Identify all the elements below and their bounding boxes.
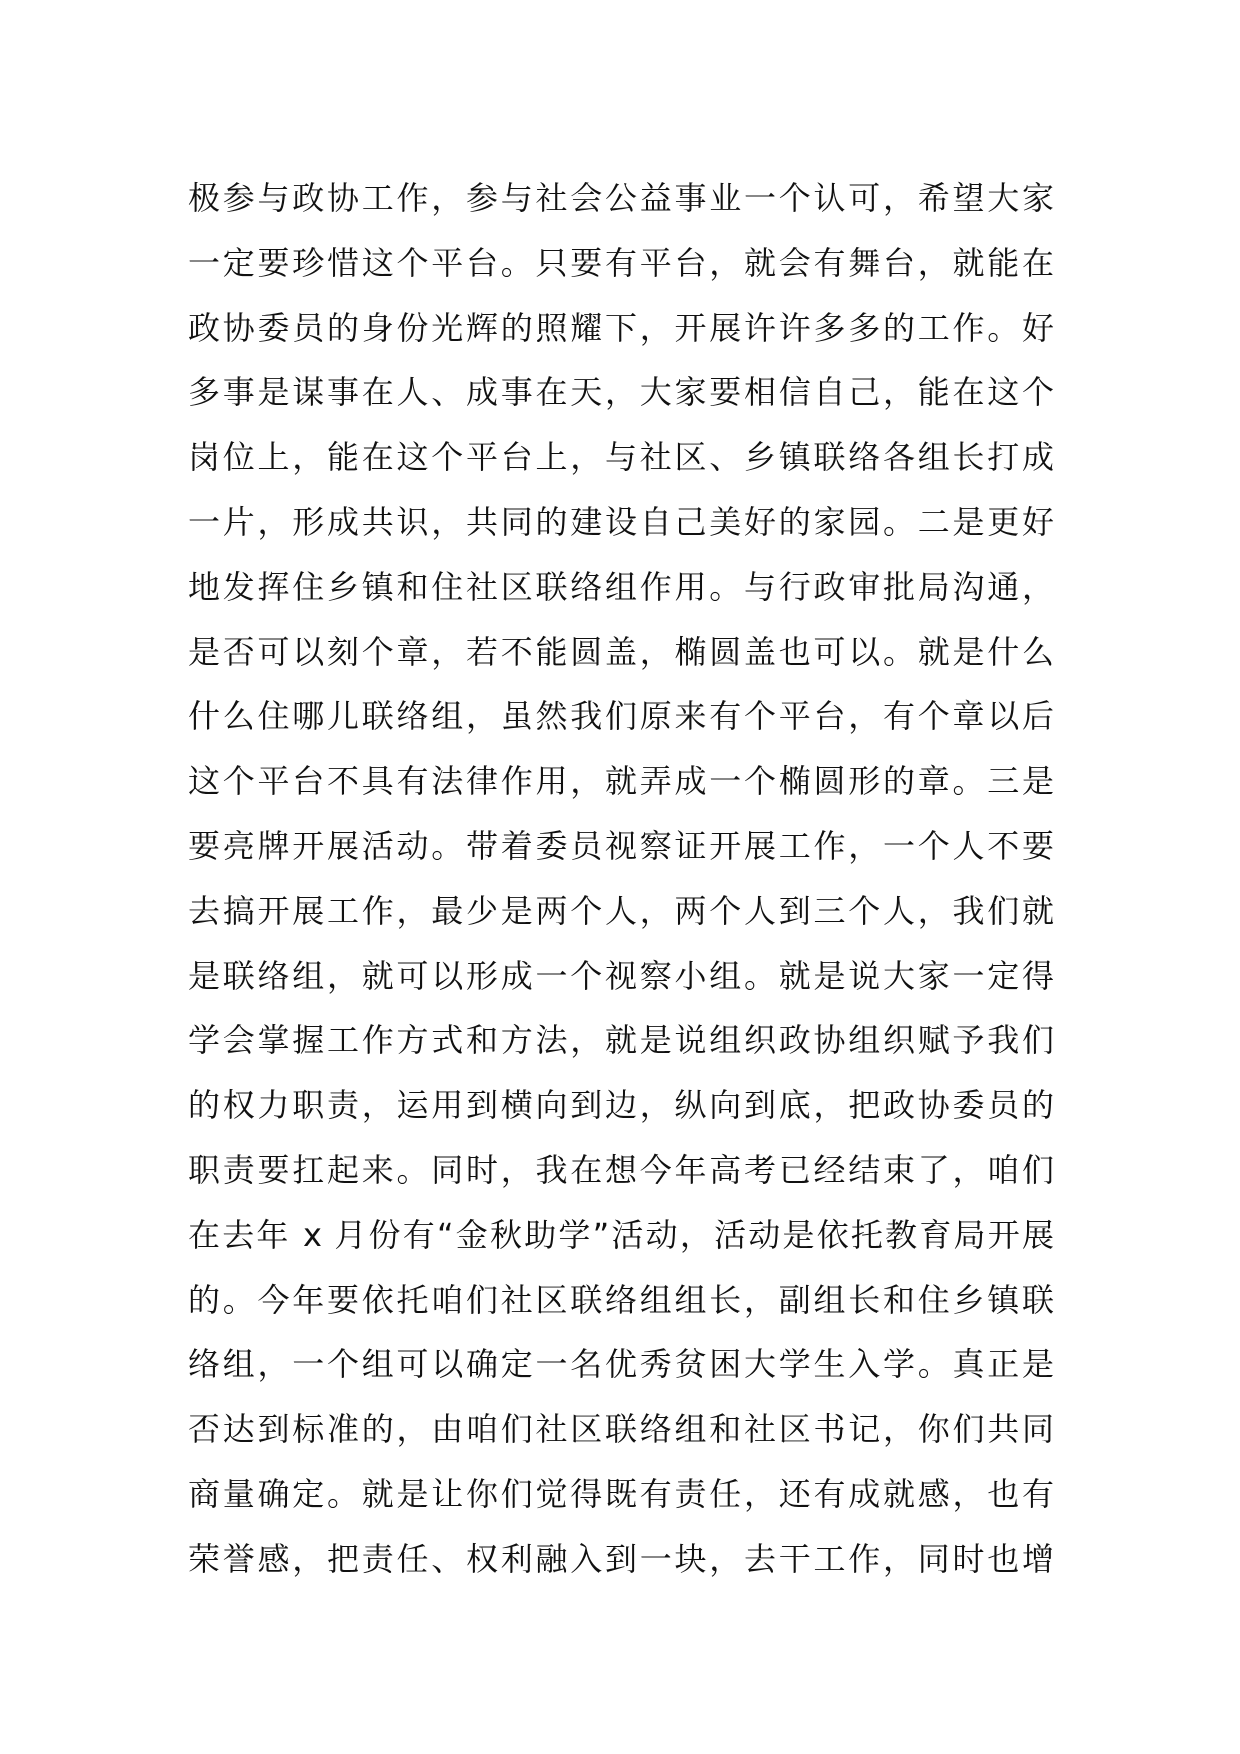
- text-line: 职责要扛起来。同时，我在想今年高考已经结束了，咱们: [188, 1150, 1054, 1189]
- text-line: 否达到标准的，由咱们社区联络组和社区书记，你们共同: [188, 1410, 1054, 1449]
- text-line: 一定要珍惜这个平台。只要有平台，就会有舞台，就能在: [188, 243, 1054, 282]
- text-line: 极参与政协工作，参与社会公益事业一个认可，希望大家: [188, 179, 1054, 217]
- text-line: 是否可以刻个章，若不能圆盖，椭圆盖也可以。就是什么: [188, 632, 1054, 671]
- text-line: 是联络组，就可以形成一个视察小组。就是说大家一定得: [188, 956, 1054, 995]
- text-line: 商量确定。就是让你们觉得既有责任，还有成就感，也有: [188, 1474, 1054, 1513]
- text-line: 络组，一个组可以确定一名优秀贫困大学生入学。真正是: [188, 1345, 1054, 1384]
- text-line: 的。今年要依托咱们社区联络组组长，副组长和住乡镇联: [188, 1280, 1054, 1319]
- body-text: [188, 166, 1054, 1592]
- text-line: 一片，形成共识，共同的建设自己美好的家园。二是更好: [188, 502, 1054, 541]
- text-line: 政协委员的身份光辉的照耀下，开展许许多多的工作。好: [188, 308, 1054, 347]
- text-line: 学会掌握工作方式和方法，就是说组织政协组织赋予我们: [188, 1021, 1054, 1060]
- text-line: 地发挥住乡镇和住社区联络组作用。与行政审批局沟通，: [188, 567, 1054, 606]
- text-line: 什么住哪儿联络组，虽然我们原来有个平台，有个章以后: [188, 697, 1054, 736]
- text-line: 在去年 x 月份有“金秋助学”活动，活动是依托教育局开展: [188, 1215, 1054, 1254]
- text-line: 荣誉感，把责任、权利融入到一块，去干工作，同时也增: [188, 1539, 1054, 1578]
- text-line: 要亮牌开展活动。带着委员视察证开展工作，一个人不要: [188, 826, 1054, 865]
- text-line: 多事是谋事在人、成事在天，大家要相信自己，能在这个: [188, 373, 1054, 412]
- text-line: 去搞开展工作，最少是两个人，两个人到三个人，我们就: [188, 891, 1054, 930]
- text-line: 的权力职责，运用到横向到边，纵向到底，把政协委员的: [188, 1086, 1054, 1125]
- text-line: 这个平台不具有法律作用，就弄成一个椭圆形的章。三是: [188, 762, 1054, 801]
- text-line: 岗位上，能在这个平台上，与社区、乡镇联络各组长打成: [188, 438, 1054, 477]
